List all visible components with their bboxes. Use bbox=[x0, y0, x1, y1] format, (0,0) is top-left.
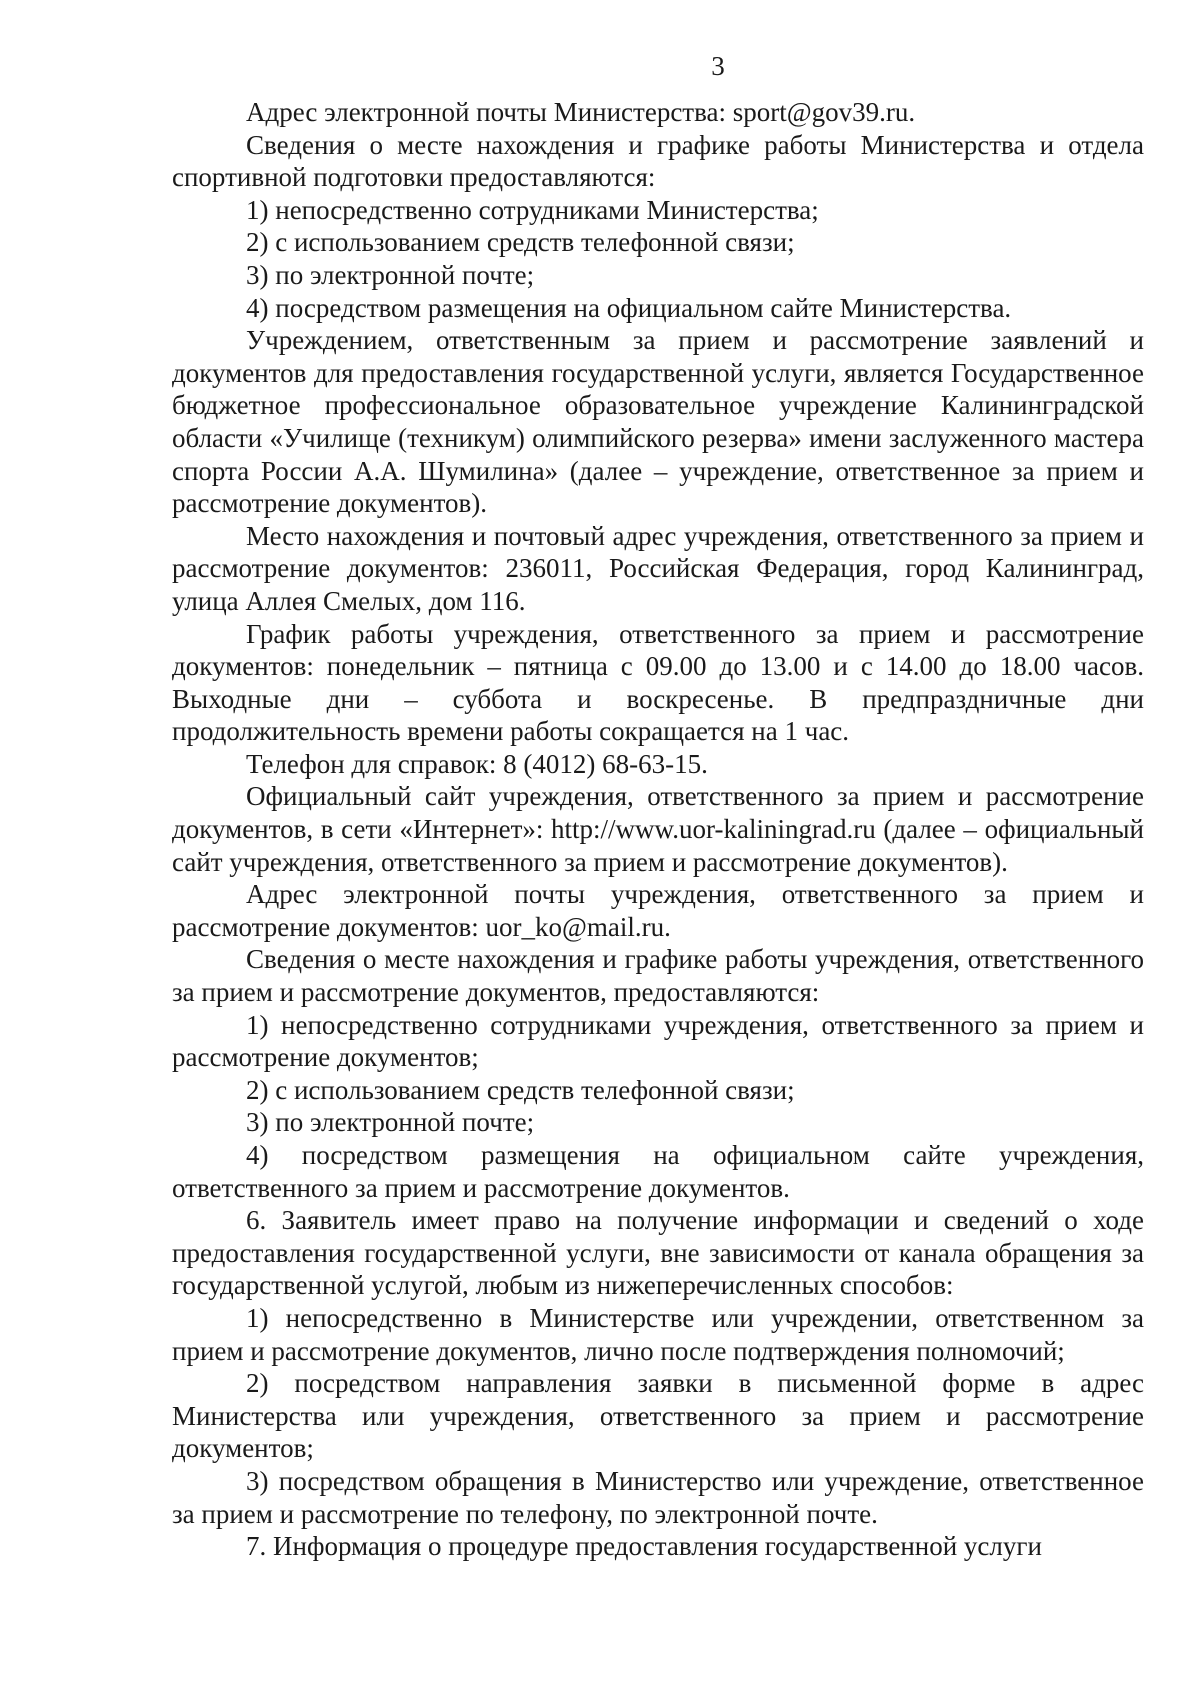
paragraph-institution-address: Место нахождения и почтовый адрес учреждения, ответственного за прием и рассмотрение документов: 236011, Российская Федерация, город Калининград, улица Аллея Смелых, дом 116. bbox=[172, 520, 1144, 616]
paragraph-section-7: 7. Информация о процедуре предоставления государственной услуги bbox=[246, 1531, 1042, 1562]
paragraph-institution-definition: Учреждением, ответственным за прием и рассмотрение заявлений и документов для предоставления государственной услуги, является Государственное бюджетное профессиональное образовательное учреждение Калининградской области «Училище (техникум) олимпийского резерва» имени заслуженного мастера спорта России А.А. Шумилина» (далее – учреждение, ответственное за прием и рассмотрение документов). bbox=[172, 325, 1144, 519]
list-item-institution-email: 3) по электронной почте; bbox=[246, 1107, 535, 1138]
list-item-section-6-in-person: 1) непосредственно в Министерстве или учреждении, ответственном за прием и рассмотрение документов, лично после подтверждения полномочий; bbox=[172, 1302, 1144, 1366]
list-item-ministry-email: 3) по электронной почте; bbox=[246, 259, 535, 290]
list-item-institution-website: 4) посредством размещения на официальном сайте учреждения, ответственного за прием и рассмотрение документов. bbox=[172, 1140, 1144, 1203]
list-item-ministry-phone: 2) с использованием средств телефонной связи; bbox=[246, 227, 795, 258]
paragraph-institution-website: Официальный сайт учреждения, ответственного за прием и рассмотрение документов, в сети «Интернет»: http://www.uor-kaliningrad.ru (далее – официальный сайт учреждения, ответственного за прием и рассмотрение документов). bbox=[172, 781, 1144, 877]
list-item-ministry-website: 4) посредством размещения на официальном сайте Министерства. bbox=[246, 292, 1012, 323]
list-item-institution-staff: 1) непосредственно сотрудниками учреждения, ответственного за прием и рассмотрение документов; bbox=[172, 1009, 1144, 1073]
paragraph-ministry-email: Адрес электронной почты Министерства: sport@gov39.ru. bbox=[246, 97, 916, 127]
paragraph-institution-schedule: График работы учреждения, ответственного за прием и рассмотрение документов: понедельник – пятница с 09.00 до 13.00 и с 14.00 до 18.00 часов. Выходные дни – суббота и воскресенье. В предпраздничные дни продолжительность времени работы сокращается на 1 час. bbox=[172, 618, 1144, 747]
list-item-institution-phone: 2) с использованием средств телефонной связи; bbox=[246, 1074, 795, 1105]
paragraph-institution-email: Адрес электронной почты учреждения, ответственного за прием и рассмотрение документов: uor_ko@mail.ru. bbox=[172, 879, 1144, 942]
paragraph-section-6: 6. Заявитель имеет право на получение информации и сведений о ходе предоставления государственной услуги, вне зависимости от канала обращения за государственной услугой, любым из нижеперечисленных способов: bbox=[172, 1205, 1144, 1301]
paragraph-institution-info-intro: Сведения о месте нахождения и графике работы учреждения, ответственного за прием и рассмотрение документов, предоставляются: bbox=[172, 944, 1144, 1008]
page-number: 3 bbox=[711, 51, 725, 81]
list-item-section-6-phone-email: 3) посредством обращения в Министерство или учреждение, ответственное за прием и рассмотрение по телефону, по электронной почте. bbox=[172, 1465, 1144, 1529]
paragraph-ministry-info-intro: Сведения о месте нахождения и графике работы Министерства и отдела спортивной подготовки предоставляются: bbox=[172, 129, 1144, 193]
list-item-ministry-staff: 1) непосредственно сотрудниками Министерства; bbox=[246, 194, 819, 225]
paragraph-institution-phone: Телефон для справок: 8 (4012) 68-63-15. bbox=[246, 748, 708, 779]
list-item-section-6-written: 2) посредством направления заявки в письменной форме в адрес Министерства или учреждения, ответственного за прием и рассмотрение документов; bbox=[172, 1368, 1144, 1464]
